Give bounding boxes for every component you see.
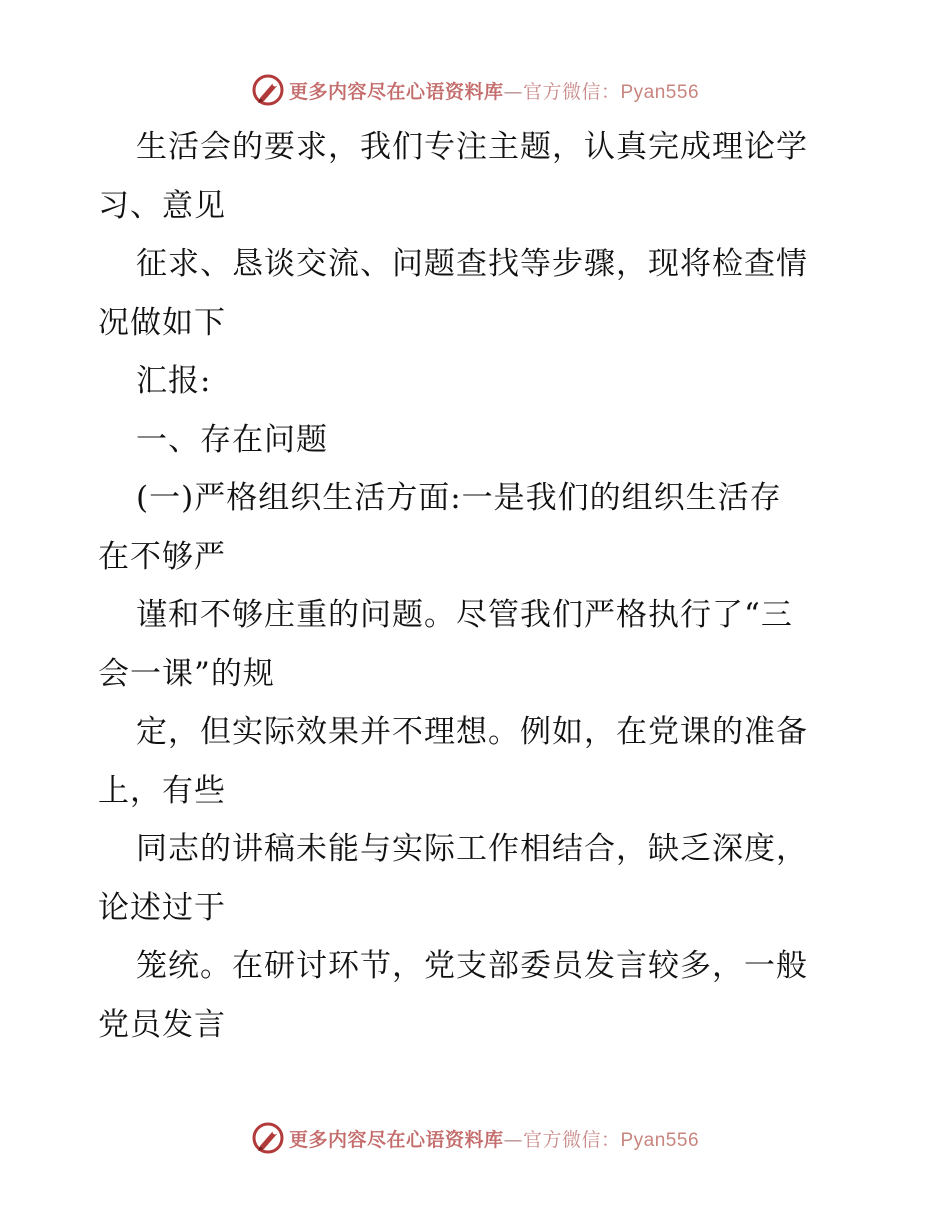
footer-banner-text xyxy=(289,1125,699,1152)
text-line: (一)严格组织生活方面:一是我们的组织生活存 xyxy=(136,480,782,516)
text-line: 汇报: xyxy=(136,363,212,399)
header-banner xyxy=(0,70,950,110)
text-line: 上，有些 xyxy=(98,772,226,809)
header-wechat-label: 官方微信： xyxy=(522,80,621,103)
header-library-text: 更多内容尽在心语资料库 xyxy=(288,80,504,103)
text-line: 在不够严 xyxy=(98,538,226,575)
text-line: 况做如下 xyxy=(98,304,226,341)
text-line: 同志的讲稿未能与实际工作相结合，缺乏深度， xyxy=(136,831,808,867)
header-dash: — xyxy=(503,80,523,103)
footer-wechat-id: Pyan556 xyxy=(620,1129,700,1151)
pen-logo-icon xyxy=(251,1121,285,1155)
header-banner-inner xyxy=(251,73,699,107)
text-line: 谨和不够庄重的问题。尽管我们严格执行了“三 xyxy=(136,597,793,633)
text-line: 论述过于 xyxy=(98,889,226,926)
document-body xyxy=(98,118,858,1054)
text-line: 征求、恳谈交流、问题查找等步骤，现将检查情 xyxy=(136,246,808,282)
footer-wechat-label: 官方微信： xyxy=(522,1128,621,1151)
footer-banner-inner xyxy=(251,1121,699,1155)
footer-banner xyxy=(0,1118,950,1158)
header-banner-text xyxy=(289,77,699,104)
pen-logo-icon xyxy=(251,73,285,107)
text-line: 笼统。在研讨环节，党支部委员发言较多，一般 xyxy=(136,948,808,984)
text-line: 定，但实际效果并不理想。例如，在党课的准备 xyxy=(136,714,808,750)
header-wechat-id: Pyan556 xyxy=(620,81,700,103)
text-line: 党员发言 xyxy=(98,1006,226,1043)
text-line: 会一课”的规 xyxy=(98,655,275,692)
text-line: 习、意见 xyxy=(98,187,226,224)
text-line: 一、存在问题 xyxy=(136,421,328,458)
text-line: 生活会的要求，我们专注主题，认真完成理论学 xyxy=(136,129,808,165)
footer-dash: — xyxy=(503,1128,523,1151)
footer-library-text: 更多内容尽在心语资料库 xyxy=(288,1128,504,1151)
